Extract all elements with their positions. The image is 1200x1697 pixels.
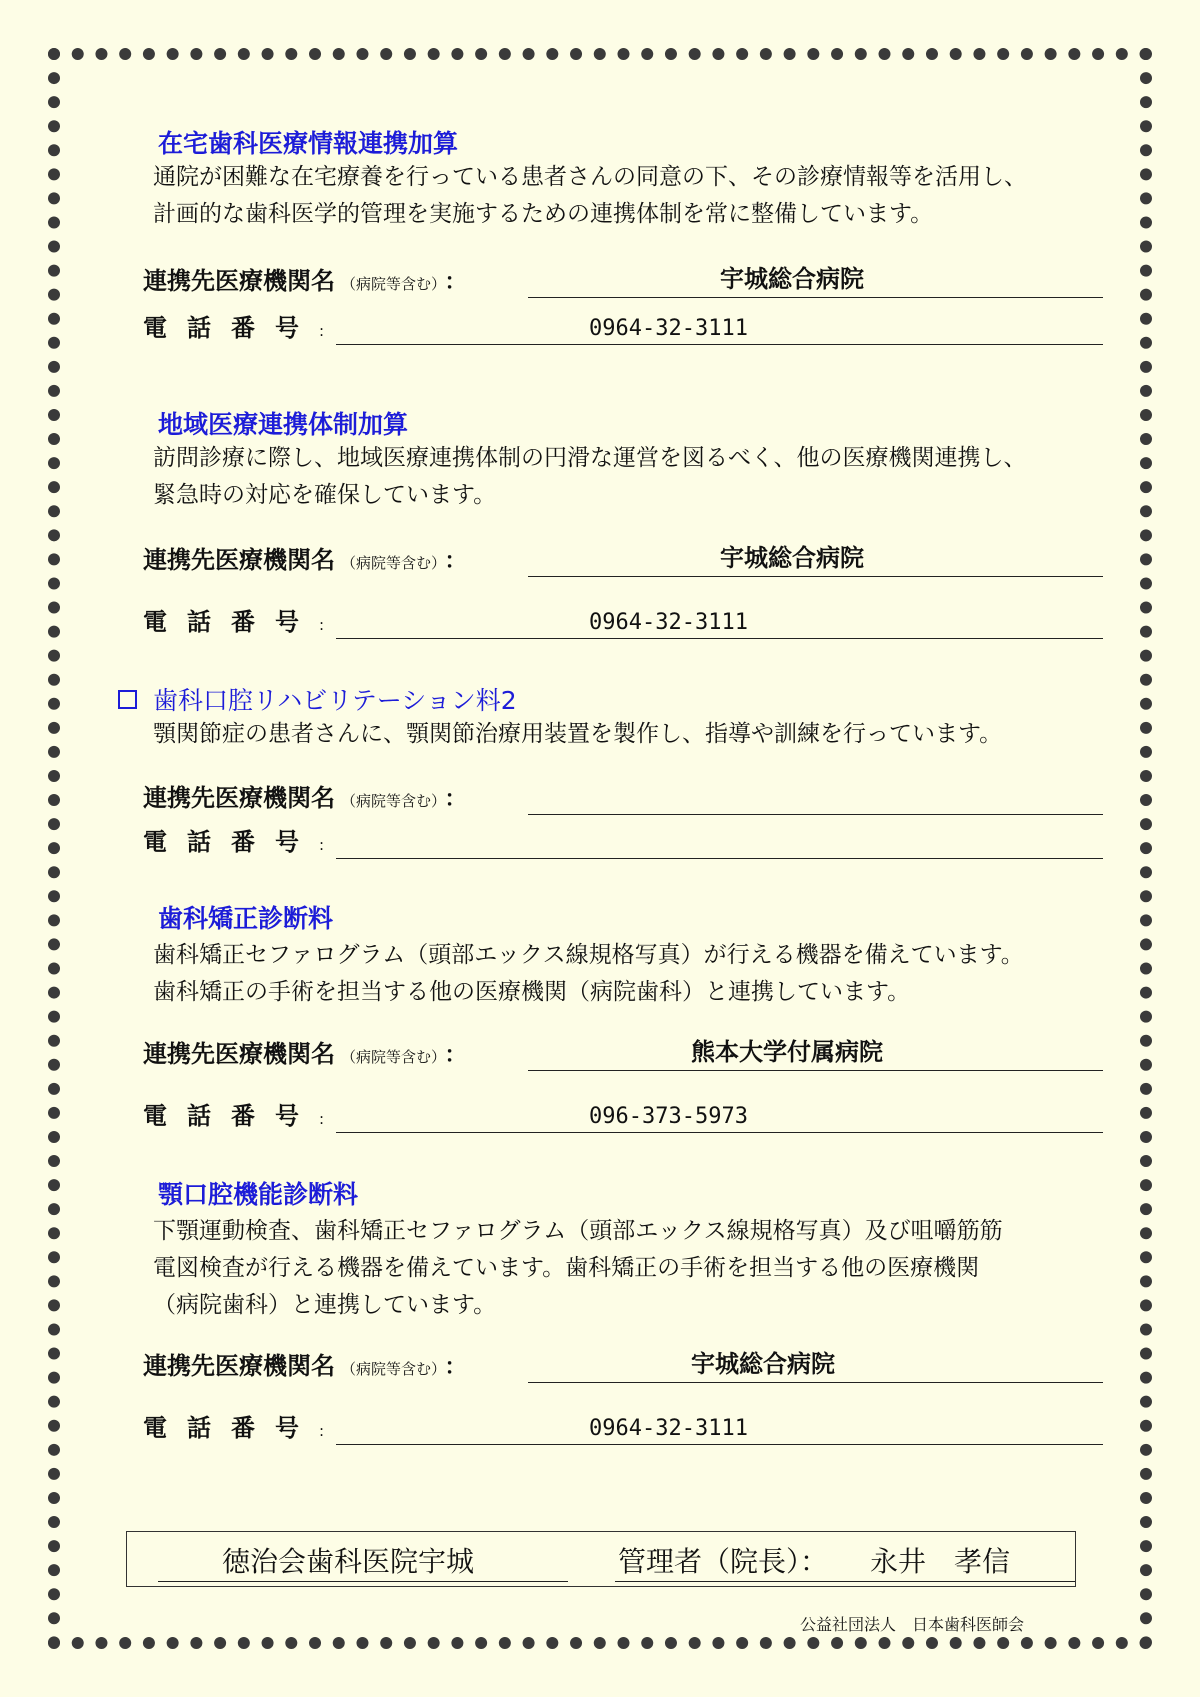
institution-field (143, 262, 1103, 298)
manager-underline (615, 1581, 1075, 1582)
phone-label: 電話番号: (143, 608, 325, 636)
institution-label: 連携先医療機関名 （病院等含む） ： (143, 784, 467, 812)
manager-name: 永井 孝信 (870, 1545, 1011, 1578)
underline (528, 1069, 1103, 1071)
phone-field (143, 1409, 1103, 1445)
institution-label: 連携先医療機関名 （病院等含む） ： (143, 1352, 467, 1380)
underline (336, 343, 1103, 345)
association-name: 公益社団法人 日本歯科医師会 (800, 1615, 1025, 1634)
section-title: 地域医療連携体制加算 (158, 410, 409, 439)
section-title: 顎口腔機能診断料 (158, 1180, 359, 1209)
section-description: 顎関節症の患者さんに、顎関節治療用装置を製作し、指導や訓練を行っています。 (153, 721, 1003, 747)
phone-label: 電話番号: (143, 828, 325, 856)
institution-value: 宇城総合病院 (691, 1350, 835, 1378)
manager-label: 管理者（院長）： (618, 1545, 829, 1578)
phone-field (143, 309, 1103, 345)
institution-field (143, 779, 1103, 815)
underline (528, 813, 1103, 815)
underline (528, 296, 1103, 298)
underline (336, 637, 1103, 639)
phone-field (143, 603, 1103, 639)
section-title: 歯科矯正診断料 (158, 904, 334, 933)
phone-field (143, 823, 1103, 859)
checkbox-icon (118, 690, 137, 709)
phone-value: 0964-32-3111 (589, 1416, 748, 1441)
institution-label: 連携先医療機関名 （病院等含む） ： (143, 267, 467, 295)
underline (528, 575, 1103, 577)
phone-field (143, 1097, 1103, 1133)
section-description: 下顎運動検査、歯科矯正セファログラム（頭部エックス線規格写真）及び咀嚼筋筋 電図検査が行える機器を備えています。歯科矯正の手術を担当する他の医療機関 （病院歯科）と連携しています。 (153, 1218, 1003, 1318)
institution-value: 宇城総合病院 (720, 544, 864, 572)
underline (336, 1443, 1103, 1445)
phone-value: 096-373-5973 (589, 1104, 748, 1129)
clinic-underline (158, 1581, 568, 1582)
phone-label: 電話番号: (143, 314, 325, 342)
section-title: 歯科口腔リハビリテーション料2 (118, 681, 517, 717)
institution-value: 宇城総合病院 (720, 265, 864, 293)
section-description: 訪問診療に際し、地域医療連携体制の円滑な運営を図るべく、他の医療機関連携し、 緊急時の対応を確保しています。 (153, 445, 1027, 508)
phone-value: 0964-32-3111 (589, 316, 748, 341)
phone-label: 電話番号: (143, 1414, 325, 1442)
section-title: 在宅歯科医療情報連携加算 (158, 129, 459, 158)
institution-label: 連携先医療機関名 （病院等含む） ： (143, 546, 467, 574)
section-description: 通院が困難な在宅療養を行っている患者さんの同意の下、その診療情報等を活用し、 計画的な歯科医学的管理を実施するための連携体制を常に整備しています。 (153, 164, 1027, 227)
phone-value: 0964-32-3111 (589, 610, 748, 635)
underline (336, 1131, 1103, 1133)
institution-field (143, 541, 1103, 577)
underline (528, 1381, 1103, 1383)
underline (336, 857, 1103, 859)
institution-label: 連携先医療機関名 （病院等含む） ： (143, 1040, 467, 1068)
phone-label: 電話番号: (143, 1102, 325, 1130)
institution-field (143, 1347, 1103, 1383)
institution-value: 熊本大学付属病院 (691, 1038, 883, 1066)
clinic-name: 徳治会歯科医院宇城 (222, 1545, 475, 1578)
institution-field (143, 1035, 1103, 1071)
section-description: 歯科矯正セファログラム（頭部エックス線規格写真）が行える機器を備えています。 歯科矯正の手術を担当する他の医療機関（病院歯科）と連携しています。 (153, 942, 1024, 1005)
